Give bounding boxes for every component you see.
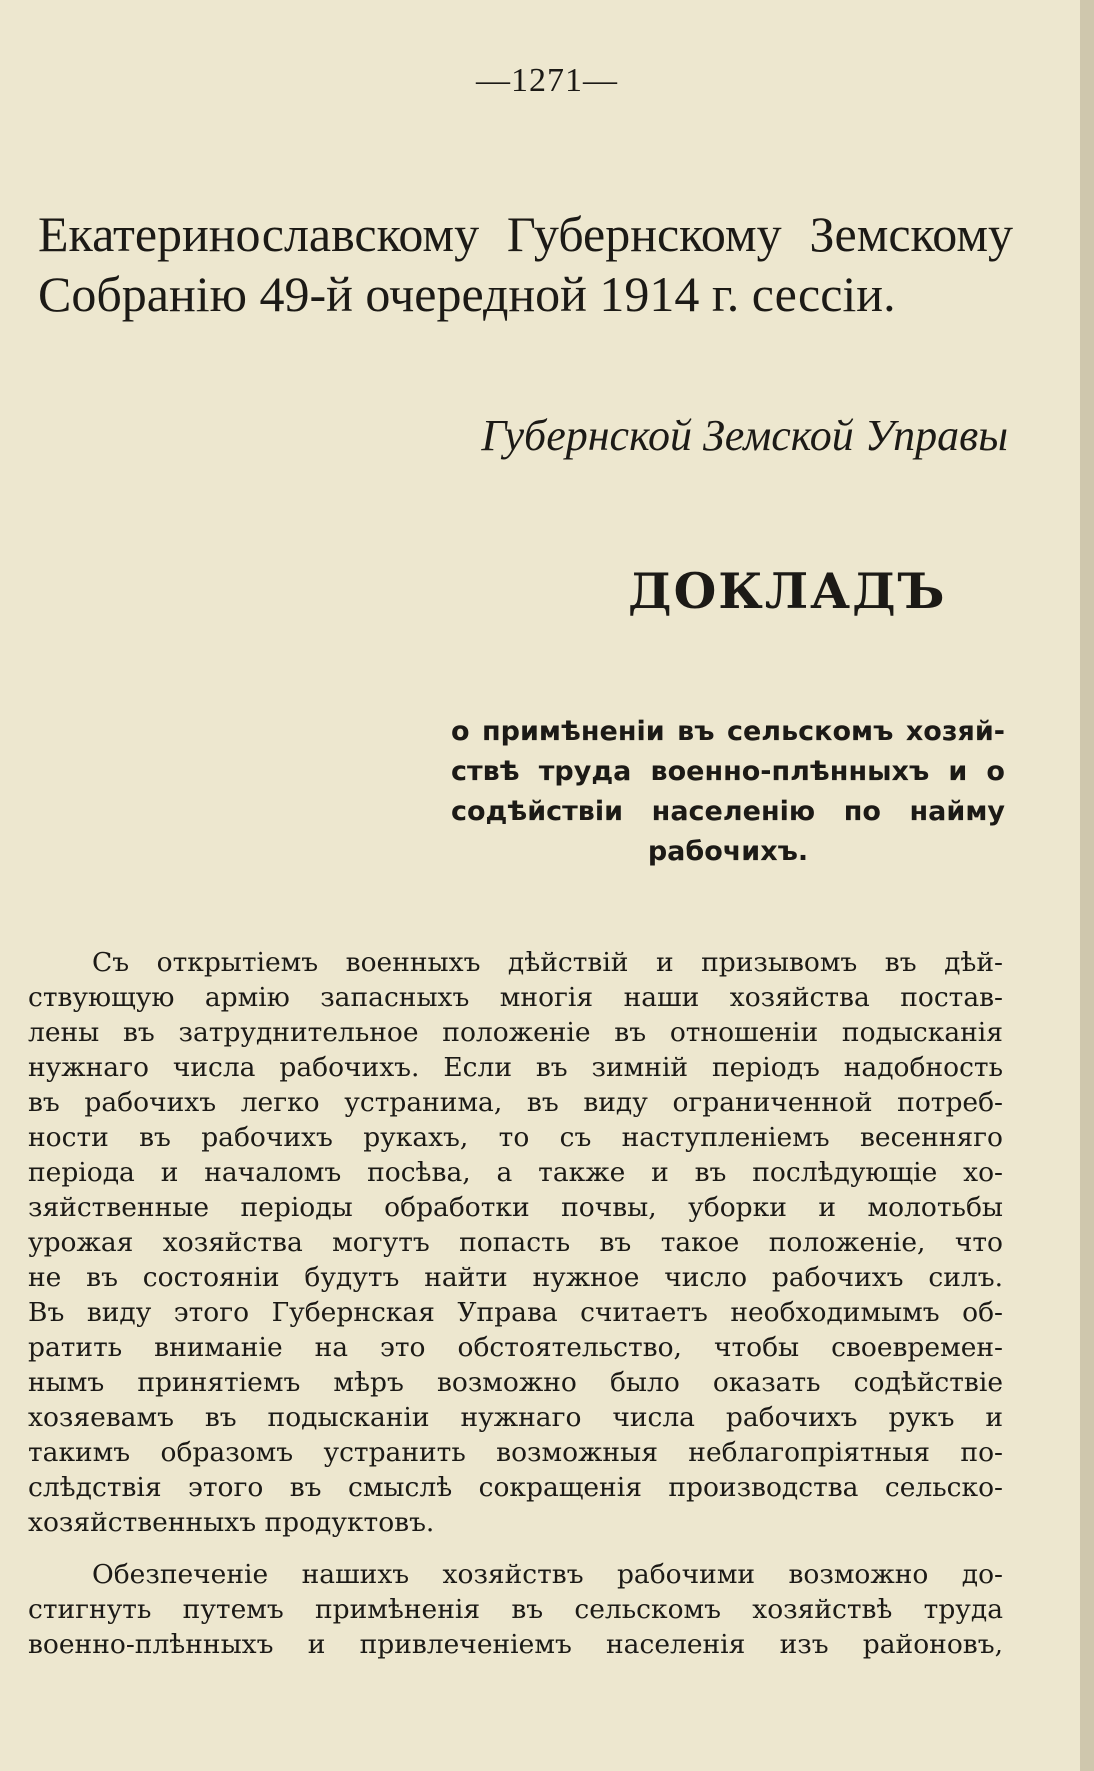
body-paragraph-1 (28, 945, 1003, 1540)
subtitle-line: о примѣненіи въ сельскомъ хозяй- (451, 716, 1005, 747)
paragraph-line: нужнаго числа рабочихъ. Если въ зимній періодъ надобность (28, 1052, 1003, 1083)
paragraph-line: урожая хозяйства могутъ попасть въ такое положеніе, что (28, 1227, 1003, 1258)
paragraph-line: хозяевамъ въ подысканіи нужнаго числа рабочихъ рукъ и (28, 1402, 1003, 1433)
paragraph-line: такимъ образомъ устранить возможныя неблагопріятныя по- (28, 1437, 1003, 1468)
paragraph-line: хозяйственныхъ продуктовъ. (28, 1507, 435, 1538)
paragraph-line: ствующую армію запасныхъ многія наши хозяйства постав- (28, 982, 1003, 1013)
issuer-line: Губернской Земской Управы (481, 411, 1008, 460)
paragraph-line: не въ состояніи будутъ найти нужное число рабочихъ силъ. (28, 1262, 1003, 1293)
body-paragraph-2 (28, 1557, 1003, 1662)
subtitle-line: ствѣ труда военно-плѣнныхъ и о (451, 756, 1005, 787)
paragraph-line: ности въ рабочихъ рукахъ, то съ наступленіемъ весенняго (28, 1122, 1003, 1153)
subtitle-line: рабочихъ. (647, 836, 809, 867)
paragraph-line: нымъ принятіемъ мѣръ возможно было оказать содѣйствіе (28, 1367, 1003, 1398)
paragraph-line: зяйственные періоды обработки почвы, уборки и молотьбы (28, 1192, 1003, 1223)
paragraph-line: періода и началомъ посѣва, а также и въ послѣдующіе хо- (28, 1157, 1003, 1188)
paragraph-line: слѣдствія этого въ смыслѣ сокращенія производства сельско- (28, 1472, 1003, 1503)
page-number: —1271— (476, 62, 618, 99)
heading-line: Собранію 49-й очередной 1914 г. сессіи. (38, 266, 896, 322)
paragraph-line: стигнуть путемъ примѣненія въ сельскомъ хозяйствѣ труда (28, 1594, 1003, 1625)
document-heading (38, 204, 1013, 324)
document-subtitle (451, 712, 1005, 872)
paragraph-line: Въ виду этого Губернская Управа считаетъ необходимымъ об- (28, 1297, 1003, 1328)
page-edge (1080, 0, 1094, 1771)
paragraph-line: въ рабочихъ легко устранима, въ виду ограниченной потреб- (28, 1087, 1003, 1118)
paragraph-line: военно-плѣнныхъ и привлеченіемъ населенія изъ районовъ, (28, 1629, 1003, 1660)
paragraph-line: ратить вниманіе на это обстоятельство, чтобы своевремен- (28, 1332, 1003, 1363)
heading-line: Екатеринославскому Губернскому Земскому (38, 206, 1013, 262)
subtitle-line: содѣйствіи населенію по найму (451, 796, 1005, 827)
paragraph-line: Съ открытіемъ военныхъ дѣйствій и призывомъ въ дѣй- (92, 947, 1003, 978)
paragraph-line: Обезпеченіе нашихъ хозяйствъ рабочими возможно до- (92, 1559, 1003, 1590)
paragraph-line: лены въ затруднительное положеніе въ отношеніи подысканія (28, 1017, 1003, 1048)
document-title: ДОКЛАДЪ (628, 562, 947, 620)
